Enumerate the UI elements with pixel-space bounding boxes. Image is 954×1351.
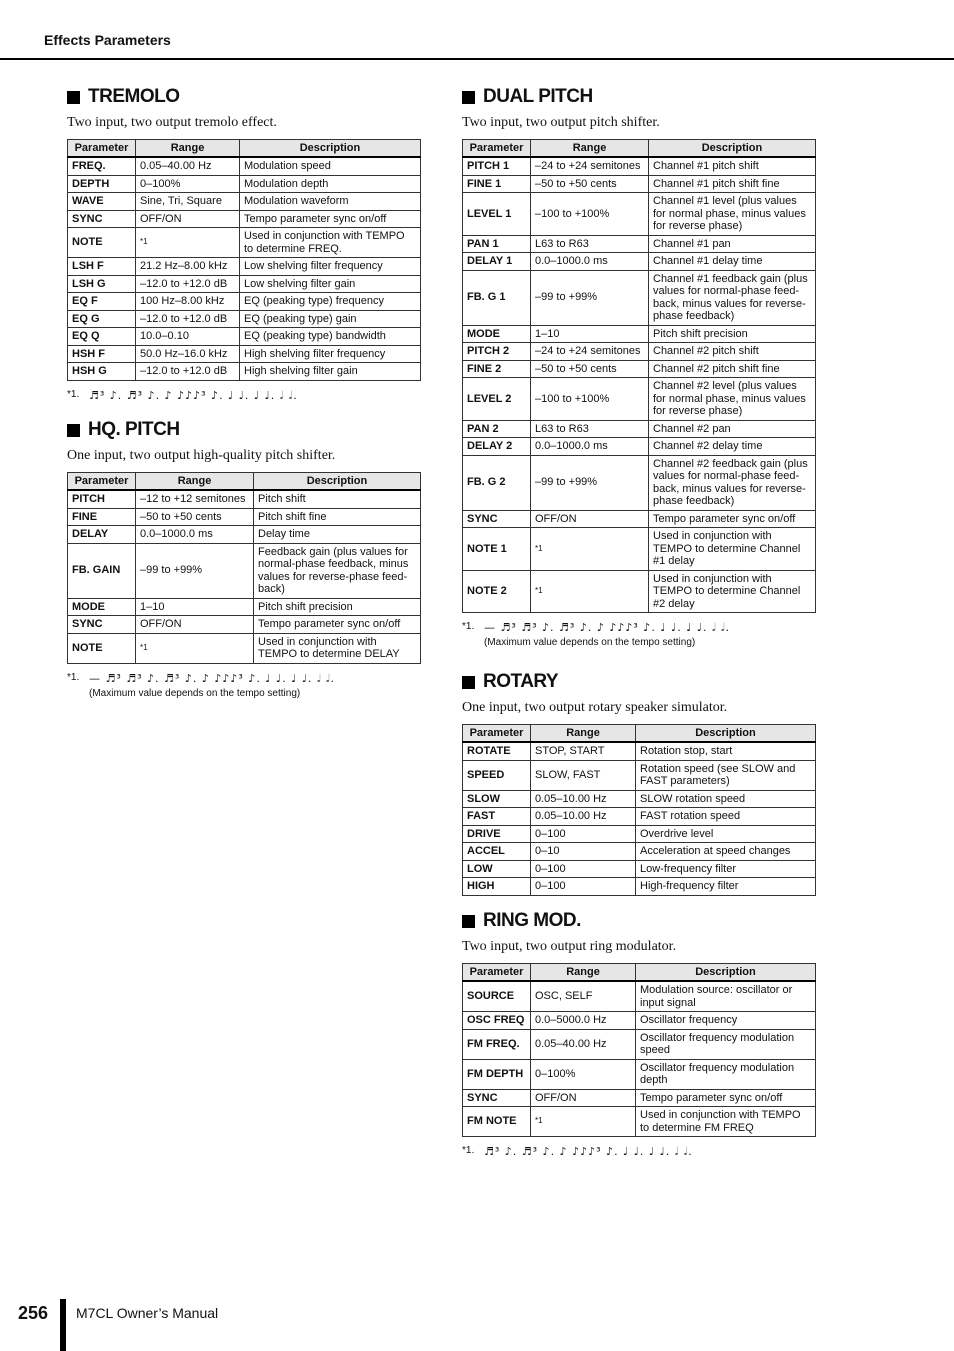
section-hq-pitch [67, 419, 420, 699]
param-range: Sine, Tri, Square [136, 193, 240, 211]
table-row [463, 175, 816, 193]
param-description: Modulation waveform [240, 193, 421, 211]
param-range: *1 [136, 228, 240, 258]
parameter-table [67, 472, 421, 664]
section-title: ROTARY [483, 671, 559, 692]
param-name: FB. G 2 [463, 455, 531, 510]
param-description: Feedback gain (plus values for normal-phase feedback, minus values for reverse-phase feed-back) [254, 543, 421, 598]
table-row [463, 193, 816, 236]
param-range: 0.05–40.00 Hz [531, 1029, 636, 1059]
param-name: LOW [463, 860, 531, 878]
param-name: FM NOTE [463, 1107, 531, 1137]
table-row [68, 210, 421, 228]
param-name: FM FREQ. [463, 1029, 531, 1059]
note-values-icon: — ♬³ ♬³ ♪. ♬³ ♪. ♪ ♪♪♪³ ♪. ♩ ♩. ♩ ♩. 𝅗𝅥 𝅗𝅥. [89, 671, 336, 685]
param-name: SPEED [463, 760, 531, 790]
table-row [68, 310, 421, 328]
param-description: Channel #1 level (plus values for normal phase, minus values for reverse phase) [649, 193, 816, 236]
param-range: SLOW, FAST [531, 760, 636, 790]
tempo-note: (Maximum value depends on the tempo setting) [89, 687, 301, 699]
footnote-mark: *1. [462, 1145, 475, 1156]
param-name: FREQ. [68, 157, 136, 175]
param-name: PAN 2 [463, 420, 531, 438]
param-description: Rotation stop, start [636, 742, 816, 760]
table-row [68, 328, 421, 346]
param-name: MODE [68, 598, 136, 616]
section-rotary [462, 671, 815, 896]
table-row [68, 193, 421, 211]
param-description: Overdrive level [636, 825, 816, 843]
table-row [463, 235, 816, 253]
param-name: DELAY [68, 526, 136, 544]
tempo-note: (Maximum value depends on the tempo setting) [484, 637, 696, 648]
table-row [463, 1012, 816, 1030]
param-range: 50.0 Hz–16.0 kHz [136, 345, 240, 363]
param-name: NOTE 1 [463, 528, 531, 571]
param-name: ACCEL [463, 843, 531, 861]
param-name: DELAY 2 [463, 438, 531, 456]
table-row [463, 825, 816, 843]
note-values-icon: — ♬³ ♬³ ♪. ♬³ ♪. ♪ ♪♪♪³ ♪. ♩ ♩. ♩ ♩. 𝅗𝅥 𝅗𝅥. [484, 621, 731, 634]
param-description: EQ (peaking type) gain [240, 310, 421, 328]
square-bullet-icon [462, 676, 475, 689]
param-range: 21.2 Hz–8.00 kHz [136, 258, 240, 276]
param-description: Rotation speed (see SLOW and FAST parameters) [636, 760, 816, 790]
section-dual-pitch [462, 86, 815, 648]
param-description: Channel #2 level (plus values for normal phase, minus values for reverse phase) [649, 378, 816, 421]
param-range: –100 to +100% [531, 378, 649, 421]
table-row [68, 616, 421, 634]
table-row [68, 490, 421, 508]
footnote-mark: *1. [67, 388, 80, 400]
param-range: 0.05–40.00 Hz [136, 157, 240, 175]
param-range: OFF/ON [531, 1089, 636, 1107]
table-row [463, 1107, 816, 1137]
param-name: SLOW [463, 790, 531, 808]
table-row [68, 598, 421, 616]
header-title: Effects Parameters [44, 32, 171, 48]
param-range: L63 to R63 [531, 420, 649, 438]
section-title: HQ. PITCH [88, 419, 180, 440]
table-header-row [68, 473, 421, 491]
param-description: SLOW rotation speed [636, 790, 816, 808]
param-description: Oscillator frequency modulation depth [636, 1059, 816, 1089]
param-description: High-frequency filter [636, 878, 816, 896]
param-range: 0–100 [531, 878, 636, 896]
footer-bar [60, 1299, 66, 1351]
param-range: 0.0–1000.0 ms [531, 253, 649, 271]
param-name: FINE 1 [463, 175, 531, 193]
table-row [68, 526, 421, 544]
section-title: DUAL PITCH [483, 86, 593, 107]
param-name: SYNC [68, 616, 136, 634]
param-description: Low shelving filter frequency [240, 258, 421, 276]
param-range: 0.0–1000.0 ms [136, 526, 254, 544]
param-description: Channel #2 pitch shift fine [649, 360, 816, 378]
parameter-table [462, 724, 816, 896]
param-name: LSH G [68, 275, 136, 293]
table-row [463, 878, 816, 896]
param-name: LEVEL 1 [463, 193, 531, 236]
table-row [463, 1029, 816, 1059]
table-row [463, 510, 816, 528]
param-range: –99 to +99% [136, 543, 254, 598]
param-name: OSC FREQ [463, 1012, 531, 1030]
table-row [463, 360, 816, 378]
table-row [463, 843, 816, 861]
param-description: Pitch shift precision [254, 598, 421, 616]
param-name: SYNC [463, 1089, 531, 1107]
param-range: –50 to +50 cents [531, 175, 649, 193]
table-row [68, 633, 421, 663]
manual-title: M7CL Owner’s Manual [76, 1305, 219, 1321]
param-range: 0–100 [531, 825, 636, 843]
param-range: 0–10 [531, 843, 636, 861]
param-description: Channel #2 pan [649, 420, 816, 438]
param-description: Low shelving filter gain [240, 275, 421, 293]
param-description: Channel #1 feedback gain (plus values for normal-phase feed-back, minus values for reverse-phase feedback) [649, 270, 816, 325]
table-row [68, 293, 421, 311]
param-range: 0.05–10.00 Hz [531, 790, 636, 808]
param-name: PITCH [68, 490, 136, 508]
param-name: LEVEL 2 [463, 378, 531, 421]
param-name: SOURCE [463, 981, 531, 1012]
param-range: –50 to +50 cents [136, 508, 254, 526]
table-row [68, 508, 421, 526]
page-header [0, 0, 954, 60]
table-header-row [463, 725, 816, 743]
param-range: 0–100% [531, 1059, 636, 1089]
param-range: 100 Hz–8.00 kHz [136, 293, 240, 311]
param-range: 10.0–0.10 [136, 328, 240, 346]
table-row [463, 325, 816, 343]
param-range: –99 to +99% [531, 455, 649, 510]
table-row [463, 760, 816, 790]
section-title: RING MOD. [483, 910, 581, 931]
note-values-icon: ♬³ ♪. ♬³ ♪. ♪ ♪♪♪³ ♪. ♩ ♩. ♩ ♩. 𝅗𝅥 𝅗𝅥. [484, 1145, 693, 1158]
table-row [463, 343, 816, 361]
note-values-icon: ♬³ ♪. ♬³ ♪. ♪ ♪♪♪³ ♪. ♩ ♩. ♩ ♩. 𝅗𝅥 𝅗𝅥. [89, 388, 298, 402]
square-bullet-icon [462, 915, 475, 928]
param-description: Oscillator frequency [636, 1012, 816, 1030]
param-description: Pitch shift precision [649, 325, 816, 343]
square-bullet-icon [67, 91, 80, 104]
table-row [463, 438, 816, 456]
param-name: FB. GAIN [68, 543, 136, 598]
param-description: Channel #1 pitch shift [649, 157, 816, 175]
section-description: Two input, two output ring modulator. [462, 939, 677, 954]
param-description: Oscillator frequency modulation speed [636, 1029, 816, 1059]
table-row [463, 253, 816, 271]
param-name: PAN 1 [463, 235, 531, 253]
param-description: Modulation source: oscillator or input signal [636, 981, 816, 1012]
param-range: 0.0–5000.0 Hz [531, 1012, 636, 1030]
column-header-description: Description [636, 964, 816, 982]
table-row [463, 528, 816, 571]
param-name: MODE [463, 325, 531, 343]
param-range: –99 to +99% [531, 270, 649, 325]
param-description: Channel #1 pitch shift fine [649, 175, 816, 193]
param-description: High shelving filter frequency [240, 345, 421, 363]
table-row [463, 1059, 816, 1089]
column-header-description: Description [636, 725, 816, 743]
param-description: EQ (peaking type) frequency [240, 293, 421, 311]
footnote-mark: *1. [67, 671, 80, 683]
param-range: OSC, SELF [531, 981, 636, 1012]
param-range: OFF/ON [136, 616, 254, 634]
param-name: NOTE 2 [463, 570, 531, 613]
column-header-range: Range [136, 140, 240, 158]
parameter-table [462, 139, 816, 613]
table-row [68, 363, 421, 381]
param-range: 1–10 [136, 598, 254, 616]
param-name: NOTE [68, 633, 136, 663]
param-description: Tempo parameter sync on/off [649, 510, 816, 528]
table-row [463, 378, 816, 421]
param-description: Pitch shift fine [254, 508, 421, 526]
param-name: FB. G 1 [463, 270, 531, 325]
section-title: TREMOLO [88, 86, 180, 107]
param-name: FM DEPTH [463, 1059, 531, 1089]
param-name: FINE [68, 508, 136, 526]
page-number: 256 [18, 1303, 49, 1323]
param-description: Used in conjunction with TEMPO to determine FM FREQ [636, 1107, 816, 1137]
column-header-description: Description [254, 473, 421, 491]
param-range: –12.0 to +12.0 dB [136, 363, 240, 381]
param-description: Tempo parameter sync on/off [254, 616, 421, 634]
param-name: DELAY 1 [463, 253, 531, 271]
column-header-range: Range [136, 473, 254, 491]
param-description: Modulation depth [240, 175, 421, 193]
param-range: –100 to +100% [531, 193, 649, 236]
param-description: Channel #2 pitch shift [649, 343, 816, 361]
section-description: Two input, two output tremolo effect. [67, 115, 277, 130]
param-range: OFF/ON [531, 510, 649, 528]
footnote [67, 389, 420, 403]
param-name: HIGH [463, 878, 531, 896]
param-description: Channel #2 delay time [649, 438, 816, 456]
table-row [463, 742, 816, 760]
section-description: One input, two output rotary speaker simulator. [462, 700, 728, 715]
table-header-row [463, 140, 816, 158]
param-name: WAVE [68, 193, 136, 211]
param-range: 1–10 [531, 325, 649, 343]
param-name: SYNC [68, 210, 136, 228]
param-range: 0.05–10.00 Hz [531, 808, 636, 826]
column-header-parameter: Parameter [463, 964, 531, 982]
square-bullet-icon [67, 424, 80, 437]
table-row [463, 808, 816, 826]
section-tremolo [67, 86, 420, 403]
param-range: –24 to +24 semitones [531, 343, 649, 361]
table-row [463, 981, 816, 1012]
param-name: SYNC [463, 510, 531, 528]
column-header-range: Range [531, 725, 636, 743]
param-name: HSH F [68, 345, 136, 363]
param-range: 0–100% [136, 175, 240, 193]
footnote [462, 621, 815, 635]
param-description: FAST rotation speed [636, 808, 816, 826]
param-range: *1 [136, 633, 254, 663]
table-row [68, 228, 421, 258]
param-range: *1 [531, 1107, 636, 1137]
param-name: PITCH 2 [463, 343, 531, 361]
footnote [462, 1145, 815, 1159]
table-header-row [463, 964, 816, 982]
param-description: Used in conjunction with TEMPO to determine Channel #1 delay [649, 528, 816, 571]
param-range: –12.0 to +12.0 dB [136, 275, 240, 293]
param-name: EQ G [68, 310, 136, 328]
param-range: 0–100 [531, 860, 636, 878]
param-description: Modulation speed [240, 157, 421, 175]
param-description: Used in conjunction with TEMPO to determine Channel #2 delay [649, 570, 816, 613]
param-description: EQ (peaking type) bandwidth [240, 328, 421, 346]
table-row [463, 270, 816, 325]
param-description: Tempo parameter sync on/off [636, 1089, 816, 1107]
footnote-mark: *1. [462, 621, 475, 632]
section-description: Two input, two output pitch shifter. [462, 115, 660, 130]
param-name: ROTATE [463, 742, 531, 760]
table-row [463, 860, 816, 878]
table-row [68, 543, 421, 598]
column-header-parameter: Parameter [68, 140, 136, 158]
param-description: High shelving filter gain [240, 363, 421, 381]
param-description: Used in conjunction with TEMPO to determine FREQ. [240, 228, 421, 258]
section-ring-mod [462, 910, 815, 1159]
parameter-table [67, 139, 421, 381]
param-description: Low-frequency filter [636, 860, 816, 878]
param-name: EQ Q [68, 328, 136, 346]
param-description: Channel #1 pan [649, 235, 816, 253]
table-row [463, 790, 816, 808]
param-description: Acceleration at speed changes [636, 843, 816, 861]
table-row [68, 345, 421, 363]
column-header-parameter: Parameter [463, 140, 531, 158]
param-description: Tempo parameter sync on/off [240, 210, 421, 228]
table-row [68, 175, 421, 193]
param-name: NOTE [68, 228, 136, 258]
param-name: FAST [463, 808, 531, 826]
column-header-parameter: Parameter [68, 473, 136, 491]
param-range: –24 to +24 semitones [531, 157, 649, 175]
square-bullet-icon [462, 91, 475, 104]
param-description: Channel #2 feedback gain (plus values for normal-phase feed-back, minus values for reverse-phase feedback) [649, 455, 816, 510]
table-row [463, 455, 816, 510]
param-name: PITCH 1 [463, 157, 531, 175]
column-header-range: Range [531, 140, 649, 158]
param-name: HSH G [68, 363, 136, 381]
param-range: –12 to +12 semitones [136, 490, 254, 508]
param-description: Channel #1 delay time [649, 253, 816, 271]
param-name: DRIVE [463, 825, 531, 843]
column-header-description: Description [240, 140, 421, 158]
table-row [463, 157, 816, 175]
param-name: LSH F [68, 258, 136, 276]
table-row [68, 157, 421, 175]
column-header-description: Description [649, 140, 816, 158]
parameter-table [462, 963, 816, 1137]
param-description: Used in conjunction with TEMPO to determine DELAY [254, 633, 421, 663]
section-description: One input, two output high-quality pitch shifter. [67, 448, 336, 463]
footnote [67, 672, 420, 686]
column-header-parameter: Parameter [463, 725, 531, 743]
table-row [463, 570, 816, 613]
param-range: L63 to R63 [531, 235, 649, 253]
table-header-row [68, 140, 421, 158]
param-name: EQ F [68, 293, 136, 311]
param-range: *1 [531, 570, 649, 613]
column-header-range: Range [531, 964, 636, 982]
table-row [463, 420, 816, 438]
param-name: DEPTH [68, 175, 136, 193]
param-range: –50 to +50 cents [531, 360, 649, 378]
param-description: Pitch shift [254, 490, 421, 508]
param-description: Delay time [254, 526, 421, 544]
table-row [68, 275, 421, 293]
param-range: –12.0 to +12.0 dB [136, 310, 240, 328]
param-range: OFF/ON [136, 210, 240, 228]
param-range: *1 [531, 528, 649, 571]
table-row [463, 1089, 816, 1107]
param-name: FINE 2 [463, 360, 531, 378]
table-row [68, 258, 421, 276]
param-range: STOP, START [531, 742, 636, 760]
param-range: 0.0–1000.0 ms [531, 438, 649, 456]
